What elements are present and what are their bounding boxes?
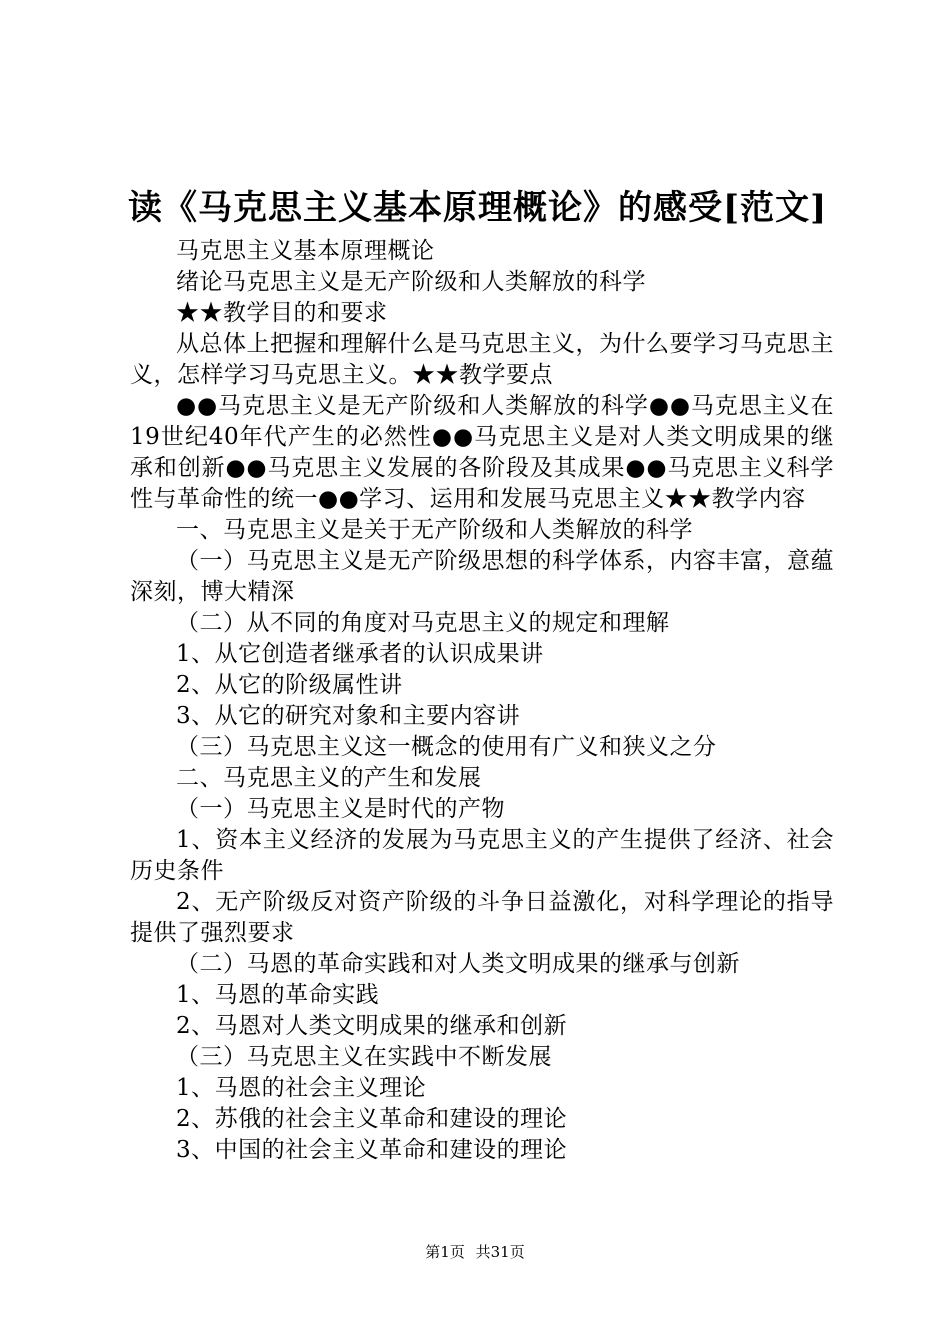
page-footer	[0, 1242, 950, 1262]
list-item: 1、马恩的社会主义理论	[176, 1075, 427, 1101]
list-item: 1、马恩的革命实践	[176, 982, 380, 1008]
paragraph: （三）马克思主义在实践中不断发展	[176, 1044, 552, 1070]
paragraph: ★★教学目的和要求	[176, 300, 388, 326]
paragraph: 马克思主义基本原理概论	[176, 238, 435, 264]
list-item: 3、从它的研究对象和主要内容讲	[176, 703, 521, 729]
page-number: 第1页	[425, 1243, 465, 1261]
paragraph: （二）马恩的革命实践和对人类文明成果的继承与创新	[176, 951, 740, 977]
list-item: 2、无产阶级反对资产阶级的斗争日益激化，对科学理论的指导提供了强烈要求	[130, 889, 834, 946]
paragraph: （二）从不同的角度对马克思主义的规定和理解	[176, 610, 670, 636]
paragraph: 从总体上把握和理解什么是马克思主义，为什么要学习马克思主义，怎样学习马克思主义。★★教学要点	[130, 331, 834, 388]
section-heading: 二、马克思主义的产生和发展	[176, 765, 482, 791]
section-heading: 一、马克思主义是关于无产阶级和人类解放的科学	[176, 517, 693, 543]
paragraph: （三）马克思主义这一概念的使用有广义和狭义之分	[176, 734, 717, 760]
document-body	[130, 236, 834, 1166]
page-total: 共31页	[475, 1243, 525, 1261]
list-item: 2、苏俄的社会主义革命和建设的理论	[176, 1106, 568, 1132]
document-title: 读《马克思主义基本原理概论》的感受[范文]	[128, 188, 828, 228]
paragraph: 绪论马克思主义是无产阶级和人类解放的科学	[176, 269, 646, 295]
paragraph: （一）马克思主义是无产阶级思想的科学体系，内容丰富，意蕴深刻，博大精深	[130, 548, 834, 605]
list-item: 1、资本主义经济的发展为马克思主义的产生提供了经济、社会历史条件	[130, 827, 834, 884]
paragraph: ●●马克思主义是无产阶级和人类解放的科学●●马克思主义在19世纪40年代产生的必然性●●马克思主义是对人类文明成果的继承和创新●●马克思主义发展的各阶段及其成果●●马克思主义科学性与革命性的统一●●学习、运用和发展马克思主义★★教学内容	[130, 393, 834, 512]
list-item: 1、从它创造者继承者的认识成果讲	[176, 641, 544, 667]
list-item: 2、从它的阶级属性讲	[176, 672, 403, 698]
list-item: 3、中国的社会主义革命和建设的理论	[176, 1137, 568, 1163]
list-item: 2、马恩对人类文明成果的继承和创新	[176, 1013, 568, 1039]
paragraph: （一）马克思主义是时代的产物	[176, 796, 505, 822]
